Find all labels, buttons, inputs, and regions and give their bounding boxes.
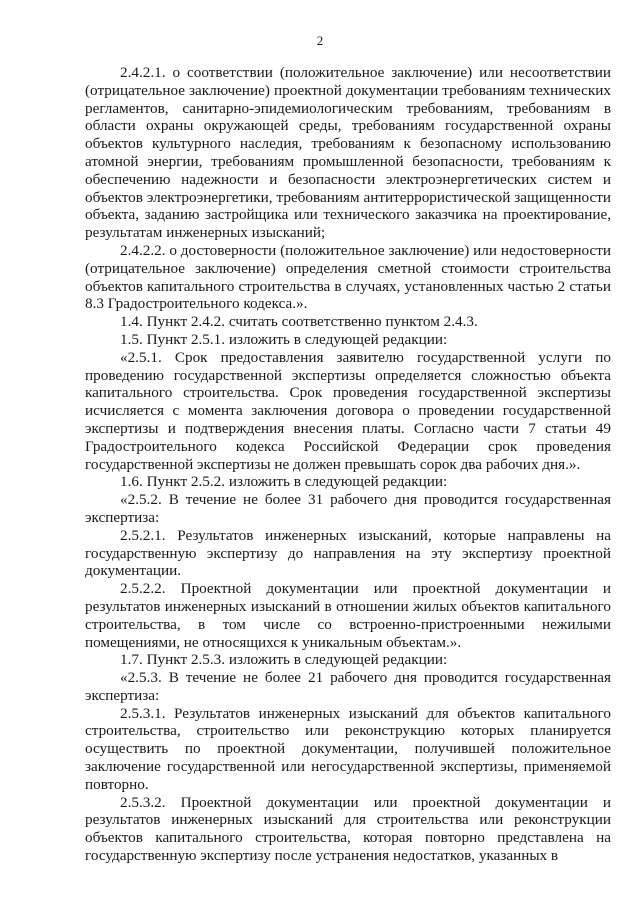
document-body bbox=[85, 64, 611, 865]
paragraph: 2.5.3.2. Проектной документации или проектной документации и результатов инженерных изысканий для строительства или реконструкции объектов капитального строительства, которая повторно представлена на государственную экспертизу после устранения недостатков, указанных в bbox=[85, 793, 611, 865]
paragraph: 1.6. Пункт 2.5.2. изложить в следующей редакции: bbox=[120, 473, 448, 491]
paragraph: 1.7. Пункт 2.5.3. изложить в следующей редакции: bbox=[120, 651, 448, 669]
paragraph: 2.5.2.2. Проектной документации или проектной документации и результатов инженерных изысканий в отношении жилых объектов капитального строительства, в том числе со встроенно-пристроенными нежилыми помещениями, не относящихся к уникальным объектам.». bbox=[85, 580, 611, 651]
paragraph: «2.5.1. Срок предоставления заявителю государственной услуги по проведению государственной экспертизы определяется сложностью объекта капитального строительства. Срок проведения государственной экспертизы исчисляется с момента заключения договора о проведении государственной экспертизы и подтверждения внесения платы. Согласно части 7 статьи 49 Градостроительного кодекса Российской Федерации срок проведения государственной экспертизы не должен превышать сорок два рабочих дня.». bbox=[85, 348, 611, 473]
page-number: 2 bbox=[316, 33, 324, 48]
paragraph: «2.5.2. В течение не более 31 рабочего дня проводится государственная экспертиза: bbox=[85, 491, 611, 526]
paragraph: 2.4.2.1. о соответствии (положительное заключение) или несоответствии (отрицательное заключение) проектной документации требованиям технических регламентов, санитарно-эпидемиологическим требованиям, требованиям в области охраны окружающей среды, требованиям государственной охраны объектов культурного наследия, требованиям к безопасному использованию атомной энергии, требованиям промышленной безопасности, требованиям к обеспечению надежности и безопасности электроэнергетических систем и объектов электроэнергетики, требованиям антитеррористической защищенности объекта, заданию застройщика или технического заказчика на проектирование, результатам инженерных изысканий; bbox=[85, 64, 611, 242]
paragraph: 2.5.3.1. Результатов инженерных изысканий для объектов капитального строительства, строительство или реконструкцию которых планируется осуществить по проектной документации, получившей положительное заключение государственной или негосударственной экспертизы, применяемой повторно. bbox=[85, 704, 611, 793]
paragraph: 1.5. Пункт 2.5.1. изложить в следующей редакции: bbox=[120, 330, 448, 348]
paragraph: 1.4. Пункт 2.4.2. считать соответственно пунктом 2.4.3. bbox=[120, 313, 478, 331]
paragraph: 2.5.2.1. Результатов инженерных изысканий, которые направлены на государственную экспертизу до направления на эту экспертизу проектной документации. bbox=[85, 526, 611, 580]
paragraph: 2.4.2.2. о достоверности (положительное заключение) или недостоверности (отрицательное заключение) определения сметной стоимости строительства объектов капитального строительства в случаях, установленных частью 2 статьи 8.3 Градостроительного кодекса.». bbox=[85, 241, 611, 313]
paragraph: «2.5.3. В течение не более 21 рабочего дня проводится государственная экспертиза: bbox=[85, 669, 611, 704]
